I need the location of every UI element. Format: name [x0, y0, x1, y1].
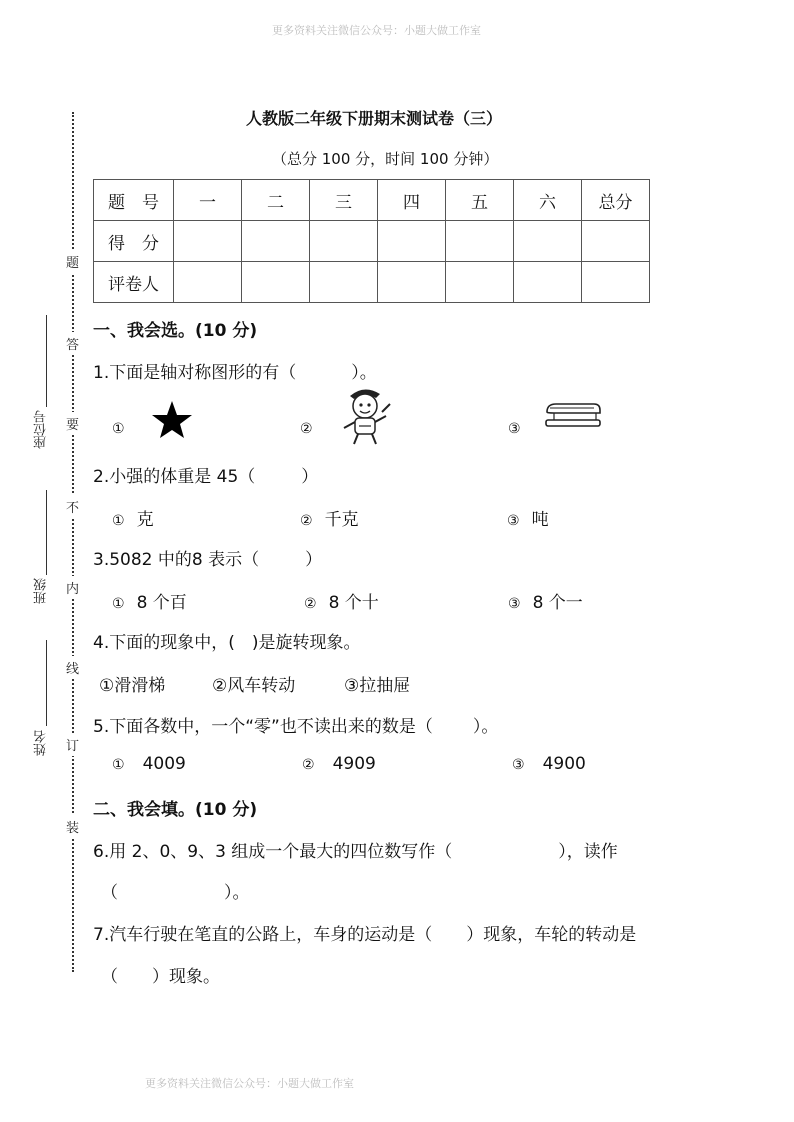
question-5-option-3[interactable]: [512, 754, 586, 774]
name-field[interactable]: [46, 640, 47, 726]
seat-number-field[interactable]: [46, 315, 47, 407]
seal-char: 订: [66, 733, 79, 756]
score-cell[interactable]: [242, 221, 310, 262]
option-marker: ①: [112, 513, 125, 529]
option-text: 千克: [324, 510, 359, 530]
table-row: [94, 262, 650, 303]
question-6-line-1: [93, 837, 618, 862]
seal-char: 题: [66, 250, 79, 273]
question-3-option-3[interactable]: [508, 588, 583, 613]
seal-char: 内: [66, 576, 79, 599]
option-marker: ①: [112, 421, 125, 437]
question-5-option-1[interactable]: [112, 754, 186, 774]
question-2-option-3[interactable]: [507, 505, 549, 530]
option-marker: ①: [112, 596, 125, 612]
seat-number-label: 座位号: [34, 410, 49, 449]
question-7-line-2: （ ）现象。: [101, 967, 220, 987]
question-1-option-2[interactable]: [300, 418, 325, 438]
option-marker: ③: [512, 757, 525, 773]
score-cell[interactable]: [174, 221, 242, 262]
section-2-heading: 二、我会填。(10 分): [93, 800, 258, 820]
question-4-option-2[interactable]: ②风车转动: [212, 676, 296, 696]
option-marker: ①: [112, 757, 125, 773]
option-marker: ②: [300, 513, 313, 529]
table-row: [94, 221, 650, 262]
question-4-option-1[interactable]: ①滑滑梯: [99, 676, 166, 696]
watermark-bottom: 更多资料关注微信公众号：小题大做工作室: [145, 1077, 354, 1090]
table-header-cell: 一: [174, 180, 242, 221]
grader-cell[interactable]: [514, 262, 582, 303]
option-text: 4909: [332, 754, 376, 774]
page-title: 人教版二年级下册期末测试卷（三）: [246, 109, 503, 128]
paren-open: （: [101, 883, 118, 903]
question-6-stem: 6.用 2、0、9、3 组成一个最大的四位数写作（: [93, 842, 453, 862]
option-marker: ②: [304, 596, 317, 612]
question-7-line-1: 7.汽车行驶在笔直的公路上，车身的运动是（ ）现象，车轮的转动是: [93, 925, 637, 945]
question-2: [93, 462, 318, 487]
seal-char: 线: [66, 656, 79, 679]
seal-char: 不: [66, 495, 79, 518]
score-cell[interactable]: [582, 221, 650, 262]
table-header-cell: 题 号: [94, 180, 174, 221]
table-header-cell: 三: [310, 180, 378, 221]
option-text: 8 个十: [328, 593, 379, 613]
grader-cell[interactable]: [446, 262, 514, 303]
section-1-heading: 一、我会选。(10 分): [93, 321, 258, 341]
grader-cell[interactable]: [174, 262, 242, 303]
option-text: 4009: [142, 754, 186, 774]
table-header-cell: 二: [242, 180, 310, 221]
table-header-cell: 五: [446, 180, 514, 221]
question-1-stem-end: ）。: [351, 363, 377, 383]
question-5: [93, 712, 498, 737]
question-6-stem-end: ），读作: [558, 842, 618, 862]
question-3-stem: 3.5082 中的8 表示（: [93, 550, 260, 570]
option-text: 吨: [531, 510, 549, 530]
table-header-cell: 六: [514, 180, 582, 221]
question-3-option-2[interactable]: [304, 588, 379, 613]
question-5-option-2[interactable]: [302, 754, 376, 774]
class-field[interactable]: [46, 490, 47, 575]
question-2-option-1[interactable]: [112, 505, 154, 530]
question-1: [93, 358, 377, 383]
score-cell[interactable]: [514, 221, 582, 262]
score-cell[interactable]: [378, 221, 446, 262]
question-5-stem: 5.下面各数中，一个“零”也不读出来的数是（: [93, 717, 433, 737]
seal-char: 答: [66, 332, 79, 355]
option-marker: ③: [507, 513, 520, 529]
question-3-option-1[interactable]: [112, 588, 187, 613]
score-table: [93, 179, 650, 303]
option-marker: ②: [300, 421, 313, 437]
question-1-option-1[interactable]: [112, 418, 137, 438]
table-header-cell: 总分: [582, 180, 650, 221]
pirate-boy-icon: [336, 382, 394, 450]
table-row-label: 得 分: [94, 221, 174, 262]
option-marker: ②: [302, 757, 315, 773]
grader-cell[interactable]: [310, 262, 378, 303]
question-6-line-2: [101, 878, 250, 903]
option-marker: ③: [508, 421, 521, 437]
option-marker: ③: [508, 596, 521, 612]
dotted-binding-line: [72, 112, 74, 972]
grader-cell[interactable]: [242, 262, 310, 303]
option-text: 克: [136, 510, 154, 530]
stapler-icon: [544, 400, 602, 434]
question-2-option-2[interactable]: [300, 505, 359, 530]
score-cell[interactable]: [446, 221, 514, 262]
question-2-stem: 2.小强的体重是 45（: [93, 467, 256, 487]
name-label: 姓名: [34, 730, 49, 756]
table-row-label: 评卷人: [94, 262, 174, 303]
page-subtitle: （总分 100 分，时间 100 分钟）: [272, 150, 499, 168]
question-1-stem: 1.下面是轴对称图形的有（: [93, 363, 297, 383]
score-cell[interactable]: [310, 221, 378, 262]
grader-cell[interactable]: [582, 262, 650, 303]
option-text: 8 个一: [532, 593, 583, 613]
star-icon: [150, 400, 194, 444]
watermark-top: 更多资料关注微信公众号：小题大做工作室: [272, 24, 481, 37]
question-1-option-3[interactable]: [508, 418, 533, 438]
option-text: 8 个百: [136, 593, 187, 613]
question-3: [93, 545, 322, 570]
question-2-stem-end: ）: [301, 467, 319, 487]
question-4-stem: 4.下面的现象中，( )是旋转现象。: [93, 633, 361, 653]
option-text: 4900: [542, 754, 586, 774]
table-header-row: [94, 180, 650, 221]
question-3-stem-end: ）: [305, 550, 323, 570]
seal-char: 装: [66, 815, 79, 838]
class-label: 班级: [34, 578, 49, 604]
grader-cell[interactable]: [378, 262, 446, 303]
paren-close: ）。: [224, 883, 250, 903]
question-4-option-3[interactable]: ③拉抽屉: [344, 676, 411, 696]
question-5-stem-end: ）。: [472, 717, 499, 737]
table-header-cell: 四: [378, 180, 446, 221]
seal-char: 要: [66, 412, 79, 435]
